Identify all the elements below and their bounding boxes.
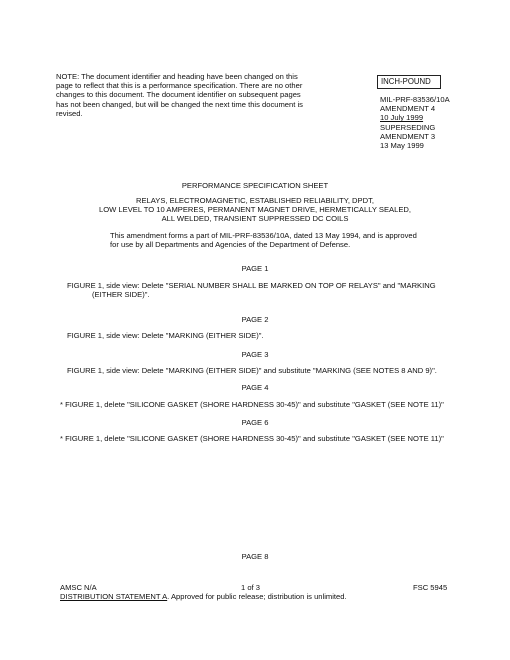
revision-note — [56, 72, 306, 118]
title-line: LOW LEVEL TO 10 AMPERES, PERMANENT MAGNET DRIVE, HERMETICALLY SEALED, — [99, 205, 411, 215]
amendment-date: 10 July 1999 — [380, 113, 424, 123]
note-line: has not been changed, but will be changed the next time this document is — [56, 99, 303, 109]
page-3-change — [67, 366, 447, 375]
note-line: changes to this document. The document identifier on subsequent pages — [56, 90, 301, 100]
distribution-label: DISTRIBUTION STATEMENT A — [60, 592, 168, 601]
title-line: ALL WELDED, TRANSIENT SUPPRESSED DC COILS — [161, 214, 349, 224]
fsc-number: FSC 5945 — [413, 583, 448, 592]
amendment-number: AMENDMENT 4 — [380, 104, 436, 114]
page-number: 1 of 3 — [241, 583, 260, 592]
document-title — [0, 196, 510, 224]
inch-pound-box: INCH-POUND — [377, 75, 441, 89]
intro-paragraph — [110, 231, 440, 249]
change-line: FIGURE 1, side view: Delete "MARKING (EITHER SIDE)" and substitute "MARKING (SEE NOTES 8 AND 9)". — [67, 366, 437, 375]
change-line: * FIGURE 1, delete "SILICONE GASKET (SHORE HARDNESS 30-45)" and substitute "GASKET (SEE NOTE 11)" — [60, 400, 444, 409]
distribution-text: . Approved for public release; distribution is unlimited. — [167, 592, 347, 601]
superseding-label: SUPERSEDING — [380, 122, 436, 132]
page-3-heading: PAGE 3 — [241, 350, 269, 359]
distribution-statement — [60, 592, 347, 601]
document-identifiers — [380, 95, 450, 150]
amsc-number: AMSC N/A — [60, 583, 97, 592]
page-8-heading: PAGE 8 — [241, 552, 269, 561]
superseded-amendment: AMENDMENT 3 — [380, 131, 436, 141]
page-4-change — [60, 400, 444, 409]
note-line: page to reflect that this is a performance specification. There are no other — [56, 81, 303, 91]
change-line: (EITHER SIDE)". — [92, 290, 150, 300]
change-line: FIGURE 1, side view: Delete "SERIAL NUMBER SHALL BE MARKED ON TOP OF RELAYS" and "MARKING — [67, 281, 436, 290]
superseded-date: 13 May 1999 — [380, 141, 424, 151]
page-4-heading: PAGE 4 — [241, 383, 269, 392]
page-1-heading: PAGE 1 — [241, 264, 269, 273]
page-6-change — [60, 434, 444, 443]
page-2-heading: PAGE 2 — [241, 315, 269, 324]
title-line: RELAYS, ELECTROMAGNETIC, ESTABLISHED RELIABILITY, DPDT, — [136, 196, 374, 205]
intro-line: This amendment forms a part of MIL-PRF-83536/10A, dated 13 May 1994, and is approved — [110, 231, 417, 240]
page-6-heading: PAGE 6 — [241, 418, 269, 427]
change-line: FIGURE 1, side view: Delete "MARKING (EITHER SIDE)". — [67, 331, 264, 340]
page-2-change — [67, 331, 447, 340]
note-line: NOTE: The document identifier and heading have been changed on this — [56, 72, 298, 81]
intro-line: for use by all Departments and Agencies of the Department of Defense. — [110, 240, 351, 250]
change-line: * FIGURE 1, delete "SILICONE GASKET (SHORE HARDNESS 30-45)" and substitute "GASKET (SEE NOTE 11)" — [60, 434, 444, 443]
note-line: revised. — [56, 108, 83, 118]
document-number: MIL-PRF-83536/10A — [380, 95, 450, 104]
page-1-change — [67, 281, 447, 299]
sheet-title: PERFORMANCE SPECIFICATION SHEET — [181, 181, 329, 190]
